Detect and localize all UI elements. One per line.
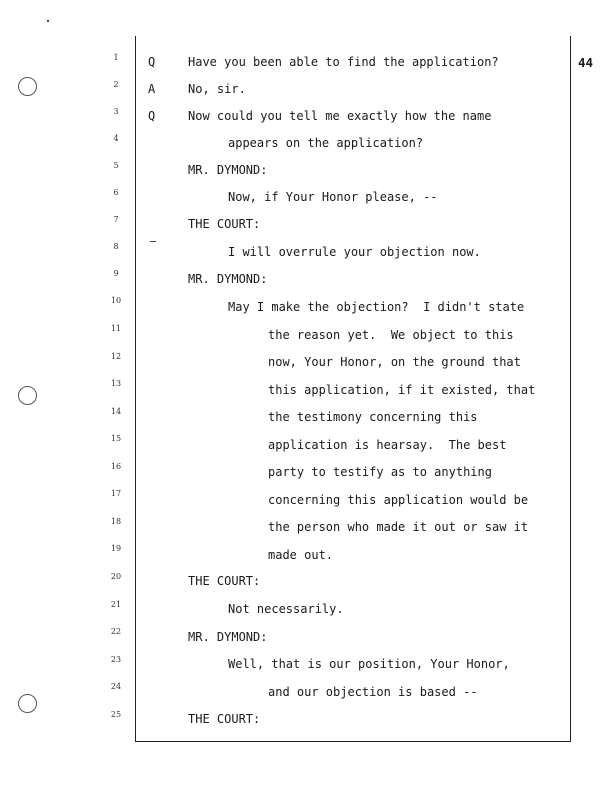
margin-line-right bbox=[570, 36, 571, 742]
line-number: 4 bbox=[113, 134, 119, 143]
transcript-line: I will overrule your objection now. bbox=[228, 245, 481, 259]
line-number: 9 bbox=[113, 269, 119, 278]
margin-line-left bbox=[135, 36, 136, 742]
transcript-line: now, Your Honor, on the ground that bbox=[268, 355, 521, 369]
line-number: 11 bbox=[110, 324, 122, 333]
scan-speck bbox=[150, 241, 156, 242]
speaker-heading: MR. DYMOND: bbox=[188, 272, 268, 286]
line-number: 21 bbox=[110, 600, 122, 609]
speaker-heading: MR. DYMOND: bbox=[188, 630, 268, 644]
line-number: 25 bbox=[110, 710, 122, 719]
transcript-line: Well, that is our position, Your Honor, bbox=[228, 657, 510, 671]
line-number: 18 bbox=[110, 517, 122, 526]
line-number: 12 bbox=[110, 352, 122, 361]
binder-hole-icon bbox=[18, 386, 37, 405]
speaker-marker: A bbox=[148, 82, 156, 96]
line-number: 8 bbox=[113, 242, 119, 251]
line-number: 22 bbox=[110, 627, 122, 636]
transcript-line: the person who made it out or saw it bbox=[268, 520, 529, 534]
transcript-line: made out. bbox=[268, 548, 334, 562]
line-number: 10 bbox=[110, 296, 122, 305]
transcript-line: and our objection is based -- bbox=[268, 685, 478, 699]
transcript-line: Now, if Your Honor please, -- bbox=[228, 190, 438, 204]
transcript-line: application is hearsay. The best bbox=[268, 438, 507, 452]
line-number: 6 bbox=[113, 188, 119, 197]
transcript-line: appears on the application? bbox=[228, 136, 424, 150]
transcript-line: Not necessarily. bbox=[228, 602, 344, 616]
transcript-line: party to testify as to anything bbox=[268, 465, 492, 479]
line-number: 13 bbox=[110, 379, 122, 388]
line-number: 15 bbox=[110, 434, 122, 443]
line-number: 23 bbox=[110, 655, 122, 664]
speaker-heading: THE COURT: bbox=[188, 574, 261, 588]
line-number: 2 bbox=[113, 80, 119, 89]
transcript-line: the reason yet. We object to this bbox=[268, 328, 514, 342]
transcript-line: concerning this application would be bbox=[268, 493, 529, 507]
binder-hole-icon bbox=[18, 77, 37, 96]
speaker-marker: Q bbox=[148, 55, 156, 69]
speaker-heading: MR. DYMOND: bbox=[188, 163, 268, 177]
line-number: 19 bbox=[110, 544, 122, 553]
line-number: 3 bbox=[113, 107, 119, 116]
line-number: 16 bbox=[110, 462, 122, 471]
line-number: 1 bbox=[113, 53, 119, 62]
line-number: 17 bbox=[110, 489, 122, 498]
transcript-line: May I make the objection? I didn't state bbox=[228, 300, 525, 314]
transcript-line: No, sir. bbox=[188, 82, 246, 96]
margin-line-bottom bbox=[135, 741, 571, 742]
page-number: 44 bbox=[578, 55, 594, 70]
scan-speck bbox=[47, 20, 49, 22]
transcript-line: Now could you tell me exactly how the name bbox=[188, 109, 492, 123]
transcript-line: this application, if it existed, that bbox=[268, 383, 536, 397]
binder-hole-icon bbox=[18, 694, 37, 713]
line-number: 14 bbox=[110, 407, 122, 416]
transcript-line: the testimony concerning this bbox=[268, 410, 478, 424]
speaker-heading: THE COURT: bbox=[188, 217, 261, 231]
transcript-line: Have you been able to find the application? bbox=[188, 55, 499, 69]
line-number: 7 bbox=[113, 215, 119, 224]
line-number: 24 bbox=[110, 682, 122, 691]
line-number: 20 bbox=[110, 572, 122, 581]
speaker-marker: Q bbox=[148, 109, 156, 123]
speaker-heading: THE COURT: bbox=[188, 712, 261, 726]
line-number: 5 bbox=[113, 161, 119, 170]
